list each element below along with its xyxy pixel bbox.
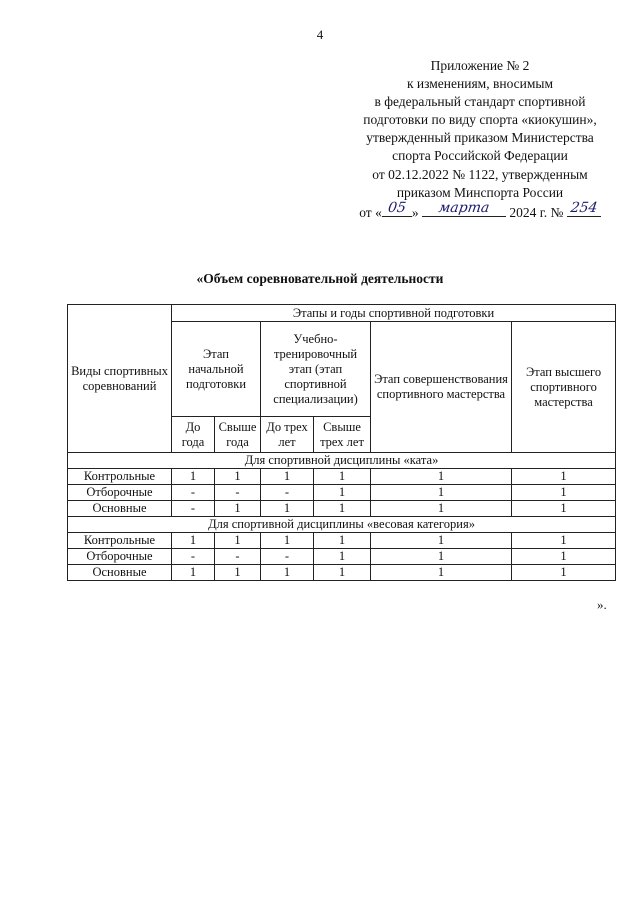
table-cell: - <box>172 549 215 565</box>
table-cell: 1 <box>172 565 215 581</box>
appendix-line: подготовки по виду спорта «киокушин», <box>363 112 597 128</box>
appendix-line: к изменениям, вносимым <box>406 76 554 92</box>
appendix-block <box>330 57 630 222</box>
handwritten-number: 254 <box>569 199 599 216</box>
row-header-cell: Виды спортивных соревнований <box>68 305 172 453</box>
table-cell: 1 <box>261 501 314 517</box>
appendix-line: Приложение № 2 <box>430 58 530 73</box>
table-cell: - <box>215 549 261 565</box>
table-cell: - <box>172 501 215 517</box>
row-label: Контрольные <box>68 469 172 485</box>
table-cell: - <box>261 485 314 501</box>
page-number: 4 <box>316 27 324 42</box>
table-cell: 1 <box>371 485 512 501</box>
number-field <box>567 199 601 217</box>
table-cell: 1 <box>512 501 616 517</box>
table-cell: 1 <box>261 565 314 581</box>
document-title: «Объем соревновательной деятельности <box>196 271 444 286</box>
table-cell: 1 <box>314 485 371 501</box>
table-cell: - <box>215 485 261 501</box>
table-cell: 1 <box>172 533 215 549</box>
competition-volume-table <box>67 304 616 581</box>
subcol-header: До года <box>172 417 215 453</box>
subcol-header: До трех лет <box>261 417 314 453</box>
handwritten-day: 05 <box>386 199 407 216</box>
table-cell: 1 <box>371 533 512 549</box>
stage-initial-header: Этап начальной подготовки <box>172 322 261 417</box>
handwritten-month: марта <box>437 199 491 216</box>
table-cell: 1 <box>371 469 512 485</box>
day-field <box>382 199 412 217</box>
row-label: Контрольные <box>68 533 172 549</box>
table-cell: 1 <box>512 565 616 581</box>
closing-quote: ». <box>597 597 607 612</box>
table-cell: 1 <box>371 565 512 581</box>
table-cell: 1 <box>512 549 616 565</box>
row-label: Отборочные <box>68 485 172 501</box>
row-label: Отборочные <box>68 549 172 565</box>
section-title: Для спортивной дисциплины «весовая категория» <box>68 517 616 533</box>
table-cell: 1 <box>261 469 314 485</box>
table-cell: 1 <box>371 549 512 565</box>
table-cell: 1 <box>215 533 261 549</box>
appendix-line: от 02.12.2022 № 1122, утвержденным <box>372 166 588 182</box>
section-title: Для спортивной дисциплины «ката» <box>68 453 616 469</box>
group-header-cell: Этапы и годы спортивной подготовки <box>172 305 616 322</box>
appendix-line: в федеральный стандарт спортивной <box>374 94 586 110</box>
table-cell: 1 <box>314 501 371 517</box>
appendix-line: утвержденный приказом Министерства <box>366 130 594 146</box>
table-cell: 1 <box>371 501 512 517</box>
table-cell: 1 <box>215 565 261 581</box>
order-date-line <box>330 199 630 222</box>
year-number-label: 2024 г. № <box>509 204 564 220</box>
table-cell: 1 <box>314 565 371 581</box>
subcol-header: Свыше года <box>215 417 261 453</box>
date-prefix: от « <box>359 204 382 220</box>
table-cell: 1 <box>314 533 371 549</box>
day-close-quote: » <box>411 204 419 220</box>
appendix-line: спорта Российской Федерации <box>392 148 568 164</box>
table-cell: - <box>261 549 314 565</box>
appendix-line: приказом Минспорта России <box>396 184 564 200</box>
row-label: Основные <box>68 501 172 517</box>
table-cell: 1 <box>512 485 616 501</box>
table-cell: 1 <box>512 469 616 485</box>
subcol-header: Свыше трех лет <box>314 417 371 453</box>
table-cell: 1 <box>314 549 371 565</box>
table-cell: 1 <box>512 533 616 549</box>
table-cell: 1 <box>261 533 314 549</box>
stage-training-header: Учебно-тренировочный этап (этап спортивной специализации) <box>261 322 371 417</box>
table-cell: 1 <box>314 469 371 485</box>
table-cell: 1 <box>172 469 215 485</box>
row-label: Основные <box>68 565 172 581</box>
stage-improvement-header: Этап совершенствования спортивного мастерства <box>371 322 512 453</box>
month-field <box>422 199 506 217</box>
table-cell: - <box>172 485 215 501</box>
table-cell: 1 <box>215 501 261 517</box>
stage-higher-header: Этап высшего спортивного мастерства <box>512 322 616 453</box>
table-cell: 1 <box>215 469 261 485</box>
